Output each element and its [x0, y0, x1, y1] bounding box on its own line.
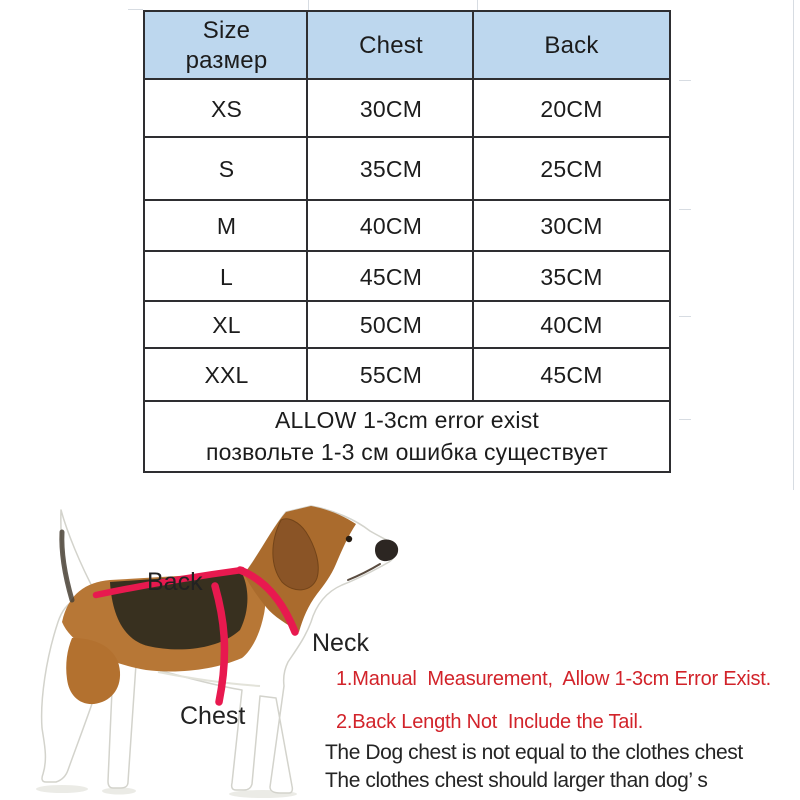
note-back-length: 2.Back Length Not Include the Tail. [336, 711, 644, 733]
gridline [477, 0, 478, 10]
back-cell: 35CM [474, 252, 669, 302]
chest-cell: 50CM [308, 302, 474, 349]
neck-label: Neck [312, 629, 369, 657]
note-manual-measurement: 1.Manual Measurement, Allow 1-3cm Error Exist. [336, 668, 771, 690]
note-chest-larger: The clothes chest should larger than dog’ s [325, 769, 708, 792]
back-cell: 30CM [474, 201, 669, 252]
back-length-label: Back [147, 568, 203, 596]
chest-cell: 45CM [308, 252, 474, 302]
size-table [143, 10, 671, 473]
dog-nose [375, 539, 398, 561]
size-cell: L [145, 252, 308, 302]
size-cell: M [145, 201, 308, 252]
size-cell: XL [145, 302, 308, 349]
gridline [679, 209, 691, 210]
chest-column-header: Chest [308, 12, 474, 80]
chest-cell: 40CM [308, 201, 474, 252]
back-cell: 40CM [474, 302, 669, 349]
size-cell: XXL [145, 349, 308, 402]
shadow [36, 785, 88, 793]
back-column-header: Back [474, 12, 669, 80]
back-cell: 20CM [474, 80, 669, 138]
tolerance-note-en: ALLOW 1-3cm error exist [274, 407, 540, 434]
gridline [793, 0, 794, 490]
size-header-ru: размер [185, 47, 268, 74]
gridline [679, 316, 691, 317]
chest-cell: 55CM [308, 349, 474, 402]
tolerance-note-ru: позвольте 1-3 см ошибка существует [205, 438, 608, 465]
size-cell: S [145, 138, 308, 201]
dog-eye [346, 536, 352, 542]
chest-girth-label: Chest [180, 702, 246, 730]
chest-cell: 30CM [308, 80, 474, 138]
gridline [679, 80, 691, 81]
chest-cell: 35CM [308, 138, 474, 201]
gridline [128, 9, 143, 10]
size-column-header [145, 12, 308, 80]
gridline [308, 0, 309, 10]
tolerance-note [145, 402, 669, 471]
note-chest-not-equal: The Dog chest is not equal to the clothes chest [325, 741, 743, 764]
size-cell: XS [145, 80, 308, 138]
back-cell: 25CM [474, 138, 669, 201]
gridline [679, 419, 691, 420]
size-header-en: Size [202, 17, 251, 44]
back-cell: 45CM [474, 349, 669, 402]
